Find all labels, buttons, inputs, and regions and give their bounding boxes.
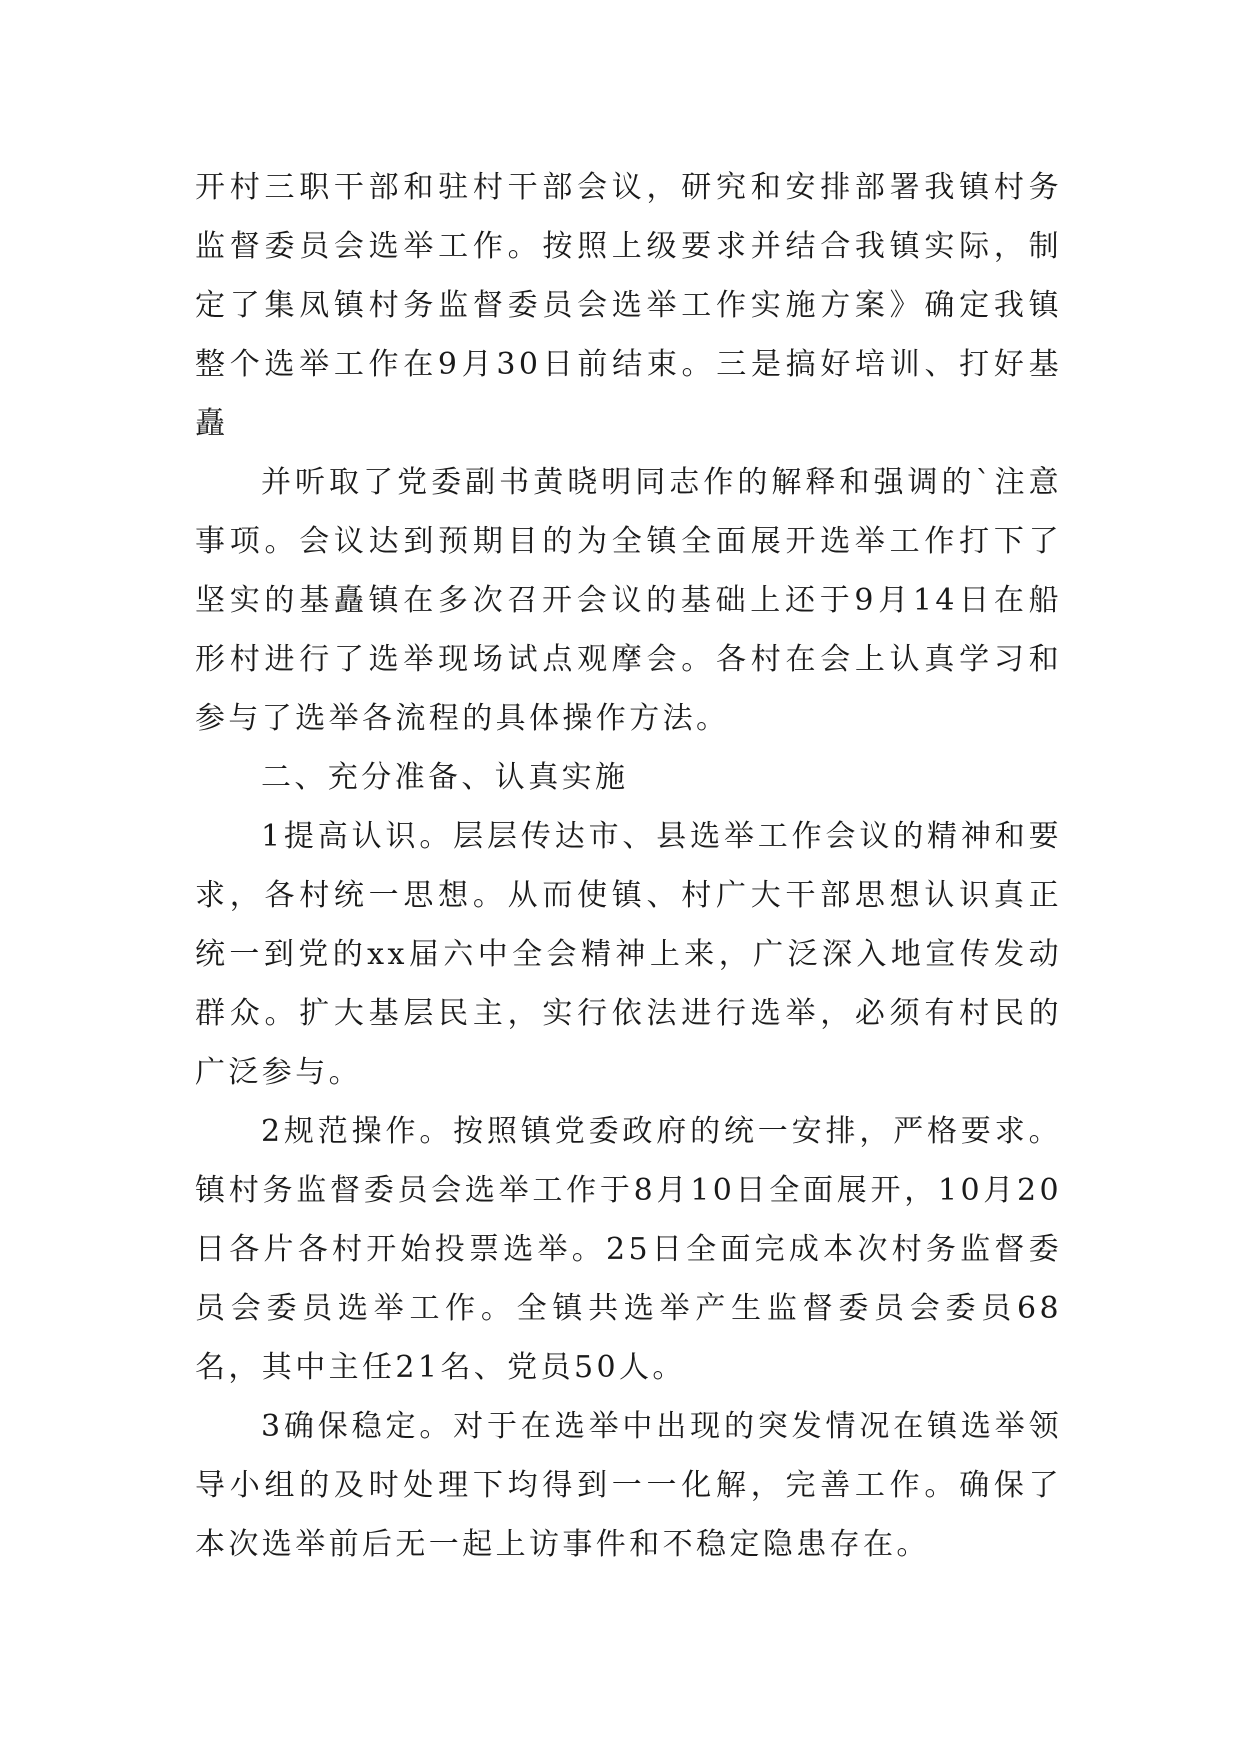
paragraph-3: 1提高认识。层层传达市、县选举工作会议的精神和要求，各村统一思想。从而使镇、村广大干部思想认识真正统一到党的xx届六中全会精神上来，广泛深入地宣传发动群众。扩大基层民主，实行依法进行选举，必须有村民的广泛参与。 (195, 819, 1062, 1090)
paragraph-4: 2规范操作。按照镇党委政府的统一安排，严格要求。镇村务监督委员会选举工作于8月10日全面展开，10月20日各片各村开始投票选举。25日全面完成本次村务监督委员会委员选举工作。全镇共选举产生监督委员会委员68名，其中主任21名、党员50人。 (195, 1114, 1062, 1385)
section-heading: 二、充分准备、认真实施 (261, 760, 629, 795)
document-body (195, 158, 1062, 1574)
paragraph-5: 3确保稳定。对于在选举中出现的突发情况在镇选举领导小组的及时处理下均得到一一化解，完善工作。确保了本次选举前后无一起上访事件和不稳定隐患存在。 (195, 1409, 1062, 1562)
paragraph-2: 并听取了党委副书黄晓明同志作的解释和强调的`注意事项。会议达到预期目的为全镇全面展开选举工作打下了坚实的基矗镇在多次召开会议的基础上还于9月14日在船形村进行了选举现场试点观摩会。各村在会上认真学习和参与了选举各流程的具体操作方法。 (195, 465, 1062, 736)
paragraph-1: 开村三职干部和驻村干部会议，研究和安排部署我镇村务监督委员会选举工作。按照上级要求并结合我镇实际，制定了集凤镇村务监督委员会选举工作实施方案》确定我镇整个选举工作在9月30日前结束。三是搞好培训、打好基矗 (195, 170, 1062, 441)
